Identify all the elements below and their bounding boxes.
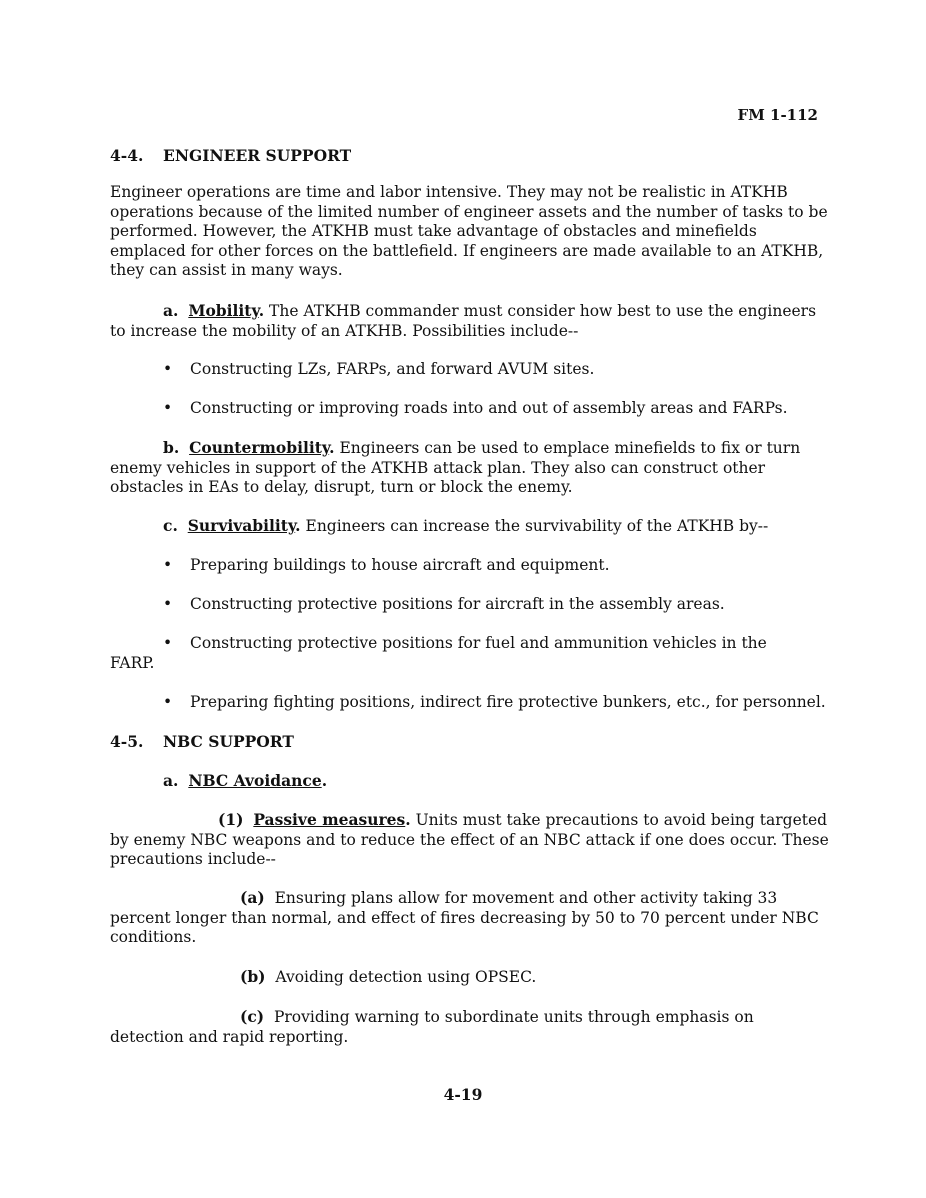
item-text: Providing warning to subordinate units through emphasis on detection and rapid reporting. <box>110 1008 754 1046</box>
section-title: ENGINEER SUPPORT <box>163 146 352 165</box>
list-item <box>163 595 833 615</box>
para-text: Engineers can be used to emplace minefields to fix or turn enemy vehicles in support of the ATKHB attack plan. They also can construct other obstacles in EAs to delay, disrupt, turn or block the enemy. <box>110 439 801 496</box>
section-number: 4-5. <box>110 732 144 751</box>
para-letter: a. <box>163 771 179 790</box>
paragraph-passive-measures: (1) Passive measures. Units must take precautions to avoid being targeted by enemy NBC weapons and to reduce the effect of an NBC attack if one does occur. These precautions include-- <box>110 810 829 868</box>
section-title: NBC SUPPORT <box>163 732 294 751</box>
bullet-icon: • <box>163 693 173 711</box>
bullet-icon: • <box>163 595 173 613</box>
item-label: (c) <box>240 1007 265 1026</box>
paragraph-nbc-avoidance: a. NBC Avoidance. <box>163 771 328 790</box>
para-text: Units must take precautions to avoid being targeted by enemy NBC weapons and to reduce the effect of an NBC attack if one does occur. These precautions include-- <box>110 811 829 868</box>
item-label: (a) <box>240 888 265 907</box>
bullet-icon: • <box>163 360 173 378</box>
para-term: Survivability <box>187 516 296 535</box>
para-term: NBC Avoidance <box>188 771 322 790</box>
list-item-text: Preparing fighting positions, indirect fire protective bunkers, etc., for personnel. <box>190 693 826 711</box>
para-number: (1) <box>218 810 244 829</box>
list-item <box>163 360 833 380</box>
list-item-text: Constructing or improving roads into and out of assembly areas and FARPs. <box>190 399 788 417</box>
list-item <box>163 693 833 713</box>
para-letter: c. <box>163 516 178 535</box>
list-item <box>163 634 833 654</box>
list-item-text: Preparing buildings to house aircraft and equipment. <box>190 556 610 574</box>
para-letter: b. <box>163 438 180 457</box>
para-term: Countermobility <box>189 438 330 457</box>
para-letter: a. <box>163 301 179 320</box>
page-number: 4-19 <box>443 1085 483 1104</box>
list-item <box>110 1007 830 1047</box>
para-term: Passive measures <box>253 810 406 829</box>
item-text: Avoiding detection using OPSEC. <box>275 968 537 986</box>
list-item-text: Constructing protective positions for fuel and ammunition vehicles in the <box>190 634 767 652</box>
paragraph-countermobility: b. Countermobility. Engineers can be used to emplace minefields to fix or turn enemy vehicles in support of the ATKHB attack plan. They also can construct other obstacles in EAs to delay, disrupt, turn or block the enemy. <box>110 438 801 496</box>
intro-paragraph: Engineer operations are time and labor intensive. They may not be realistic in ATKHB operations because of the limited number of engineer assets and the number of tasks to be performed. However, the ATKHB must take advantage of obstacles and minefields emplaced for other forces on the battlefield. If engineers are made available to an ATKHB, they can assist in many ways. <box>110 183 828 279</box>
list-item-text: Constructing protective positions for aircraft in the assembly areas. <box>190 595 725 613</box>
bullet-icon: • <box>163 556 173 574</box>
list-item-wrap: FARP. <box>110 654 155 672</box>
bullet-icon: • <box>163 399 173 417</box>
list-item <box>163 399 833 419</box>
section-heading-4-4 <box>110 146 351 166</box>
paragraph-mobility: a. Mobility. The ATKHB commander must consider how best to use the engineers to increase the mobility of an ATKHB. Possibilities include-- <box>110 301 817 340</box>
document-id: FM 1-112 <box>737 106 818 124</box>
paragraph-survivability: c. Survivability. Engineers can increase the survivability of the ATKHB by-- <box>163 516 769 535</box>
list-item <box>110 888 830 948</box>
para-term: Mobility <box>188 301 259 320</box>
section-heading-4-5 <box>110 732 294 752</box>
item-label: (b) <box>240 967 266 986</box>
list-item-text: Constructing LZs, FARPs, and forward AVUM sites. <box>190 360 595 378</box>
list-item <box>110 967 830 988</box>
section-number: 4-4. <box>110 146 144 165</box>
para-text: The ATKHB commander must consider how best to use the engineers to increase the mobility of an ATKHB. Possibilities include-- <box>110 302 817 340</box>
para-text: Engineers can increase the survivability of the ATKHB by-- <box>300 517 769 535</box>
list-item <box>163 556 833 576</box>
bullet-icon: • <box>163 634 173 652</box>
item-text: Ensuring plans allow for movement and other activity taking 33 percent longer than normal, and effect of fires decreasing by 50 to 70 percent under NBC conditions. <box>110 889 819 946</box>
